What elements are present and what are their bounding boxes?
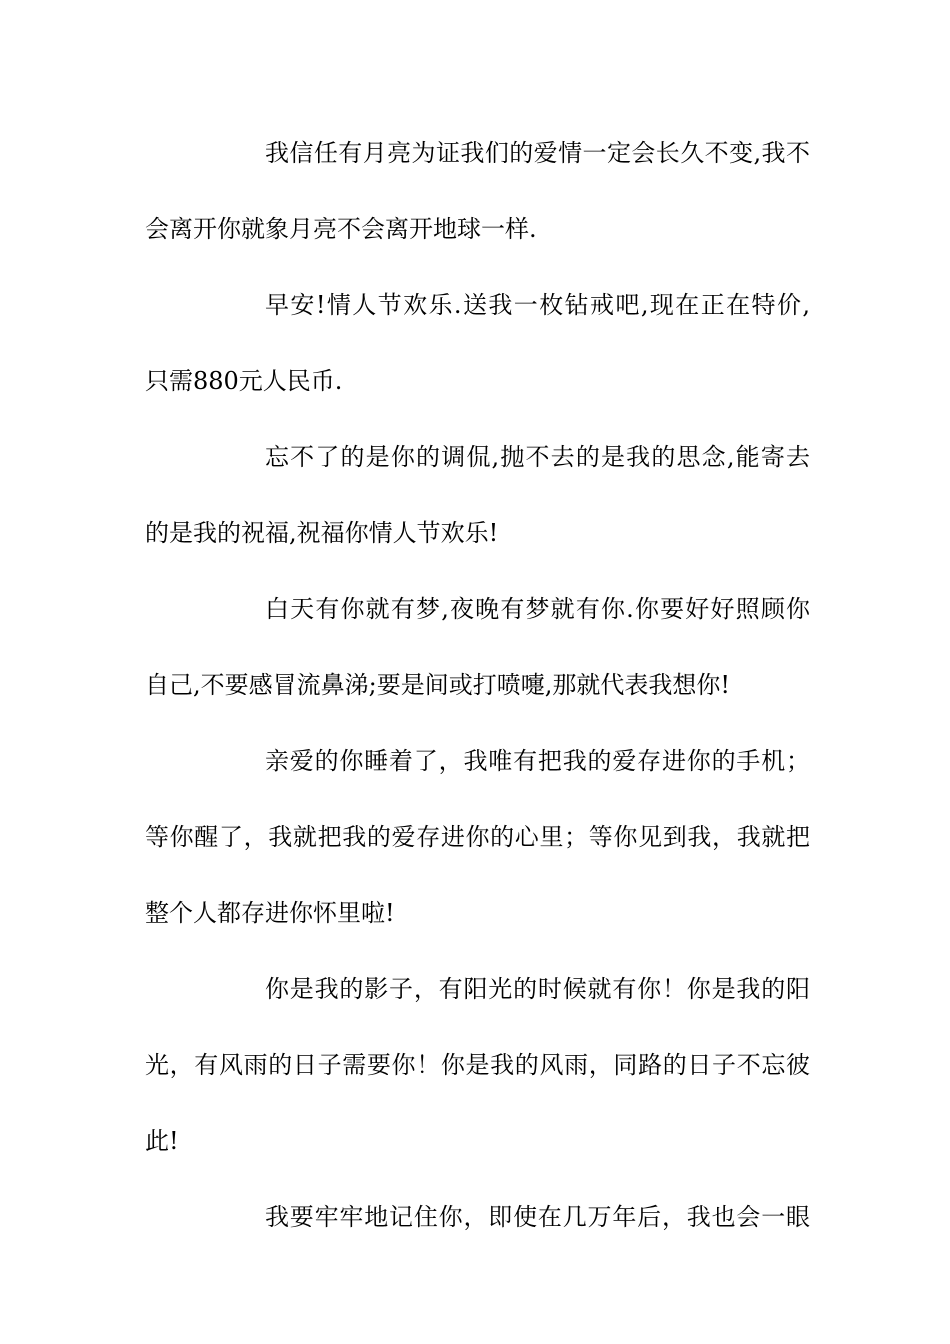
paragraph-line: 忘不了的是你的调侃,抛不去的是我的思念,能寄去 xyxy=(265,443,810,471)
paragraph-line: 你是我的影子，有阳光的时候就有你！你是我的阳 xyxy=(265,975,810,1003)
paragraph-line: 白天有你就有梦,夜晚有梦就有你.你要好好照顾你 xyxy=(265,595,810,623)
paragraph-4 xyxy=(145,587,810,739)
paragraph-2 xyxy=(145,283,810,435)
paragraph-line: 我信任有月亮为证我们的爱情一定会长久不变,我不 xyxy=(265,139,810,167)
paragraph-7 xyxy=(145,1195,810,1271)
paragraph-line: 此! xyxy=(145,1127,179,1155)
paragraph-line: 亲爱的你睡着了，我唯有把我的爱存进你的手机； xyxy=(265,747,810,775)
paragraph-3 xyxy=(145,435,810,587)
paragraph-line: 光，有风雨的日子需要你！你是我的风雨，同路的日子不忘彼 xyxy=(145,1051,810,1079)
paragraph-line: 会离开你就象月亮不会离开地球一样. xyxy=(145,215,537,243)
paragraph-line: 自己,不要感冒流鼻涕;要是间或打喷嚏,那就代表我想你! xyxy=(145,671,730,699)
paragraph-line: 只需880元人民币. xyxy=(145,367,343,395)
document-body xyxy=(145,131,810,1271)
paragraph-6 xyxy=(145,967,810,1195)
paragraph-line: 我要牢牢地记住你，即使在几万年后，我也会一眼 xyxy=(265,1203,810,1231)
paragraph-line: 整个人都存进你怀里啦! xyxy=(145,899,395,927)
paragraph-5 xyxy=(145,739,810,967)
paragraph-line: 的是我的祝福,祝福你情人节欢乐! xyxy=(145,519,499,547)
paragraph-1 xyxy=(145,131,810,283)
paragraph-line: 等你醒了，我就把我的爱存进你的心里；等你见到我，我就把 xyxy=(145,823,810,851)
paragraph-line: 早安!情人节欢乐.送我一枚钻戒吧,现在正在特价, xyxy=(265,291,810,319)
